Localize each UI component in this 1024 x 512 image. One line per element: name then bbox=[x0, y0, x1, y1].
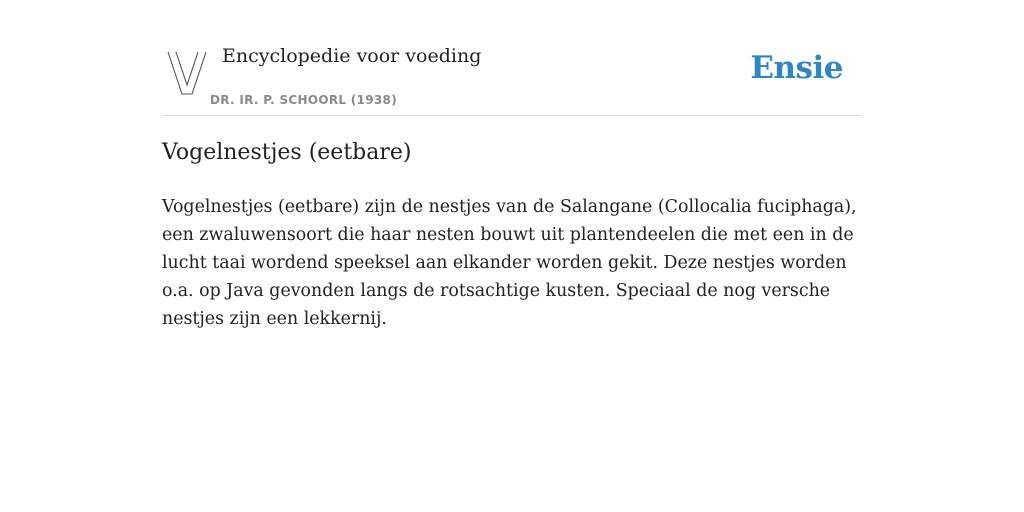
book-header bbox=[162, 0, 862, 116]
v-book-logo-icon[interactable] bbox=[166, 49, 208, 97]
page-container bbox=[162, 0, 862, 329]
ensie-brand-logo[interactable]: Ensie bbox=[750, 50, 843, 86]
entry-body: Vogelnestjes (eetbare) zijn de nestjes van de Salangane (Collocalia fuciphaga), een zwaluwensoort die haar nesten bouwt uit plantendeelen die met een in de lucht taai wordend speeksel aan elkander worden gekit. Deze nestjes worden o.a. op Java gevonden langs de rotsachtige kusten. Speciaal de nog versche nestjes zijn een lekkernij. bbox=[162, 197, 857, 329]
entry-title: Vogelnestjes (eetbare) bbox=[162, 140, 412, 165]
book-title-link[interactable]: Encyclopedie voor voeding bbox=[222, 45, 482, 67]
book-author: DR. IR. P. SCHOORL (1938) bbox=[210, 93, 397, 107]
